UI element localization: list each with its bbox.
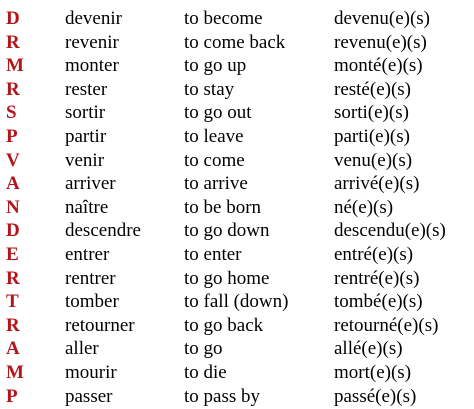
acronym-letter: P (6, 386, 26, 407)
acronym-letter: D (6, 220, 26, 241)
infinitive: retourner (65, 315, 135, 336)
verb-table (0, 8, 474, 409)
table-row (0, 386, 474, 409)
past-participle: passé(e)(s) (334, 386, 416, 407)
table-row (0, 8, 474, 32)
table-row (0, 79, 474, 103)
acronym-letter: N (6, 197, 26, 218)
table-row (0, 173, 474, 197)
past-participle: tombé(e)(s) (334, 291, 423, 312)
acronym-letter: D (6, 8, 26, 29)
acronym-letter: M (6, 362, 26, 383)
english-meaning: to go back (184, 315, 263, 336)
acronym-letter: S (6, 102, 26, 123)
table-row (0, 220, 474, 244)
english-meaning: to go up (184, 55, 246, 76)
past-participle: venu(e)(s) (334, 150, 412, 171)
infinitive: monter (65, 55, 119, 76)
acronym-letter: V (6, 150, 26, 171)
past-participle: entré(e)(s) (334, 244, 413, 265)
past-participle: revenu(e)(s) (334, 32, 427, 53)
infinitive: naître (65, 197, 108, 218)
english-meaning: to arrive (184, 173, 248, 194)
past-participle: resté(e)(s) (334, 79, 411, 100)
english-meaning: to stay (184, 79, 234, 100)
table-row (0, 32, 474, 56)
infinitive: devenir (65, 8, 122, 29)
table-row (0, 291, 474, 315)
table-row (0, 315, 474, 339)
english-meaning: to become (184, 8, 263, 29)
table-row (0, 268, 474, 292)
table-row (0, 338, 474, 362)
acronym-letter: E (6, 244, 26, 265)
english-meaning: to enter (184, 244, 242, 265)
past-participle: parti(e)(s) (334, 126, 410, 147)
infinitive: rentrer (65, 268, 116, 289)
table-row (0, 362, 474, 386)
table-row (0, 102, 474, 126)
english-meaning: to go (184, 338, 223, 359)
english-meaning: to be born (184, 197, 261, 218)
acronym-letter: M (6, 55, 26, 76)
table-row (0, 244, 474, 268)
infinitive: entrer (65, 244, 109, 265)
infinitive: descendre (65, 220, 141, 241)
acronym-letter: R (6, 268, 26, 289)
english-meaning: to go down (184, 220, 270, 241)
past-participle: descendu(e)(s) (334, 220, 446, 241)
acronym-letter: A (6, 173, 26, 194)
english-meaning: to leave (184, 126, 244, 147)
table-row (0, 150, 474, 174)
english-meaning: to come back (184, 32, 285, 53)
past-participle: rentré(e)(s) (334, 268, 419, 289)
past-participle: monté(e)(s) (334, 55, 423, 76)
infinitive: revenir (65, 32, 119, 53)
acronym-letter: P (6, 126, 26, 147)
english-meaning: to pass by (184, 386, 260, 407)
infinitive: rester (65, 79, 107, 100)
past-participle: allé(e)(s) (334, 338, 403, 359)
past-participle: né(e)(s) (334, 197, 393, 218)
table-row (0, 126, 474, 150)
acronym-letter: R (6, 79, 26, 100)
acronym-letter: T (6, 291, 26, 312)
acronym-letter: R (6, 315, 26, 336)
infinitive: tomber (65, 291, 119, 312)
past-participle: arrivé(e)(s) (334, 173, 419, 194)
english-meaning: to go home (184, 268, 270, 289)
past-participle: mort(e)(s) (334, 362, 411, 383)
infinitive: passer (65, 386, 112, 407)
infinitive: venir (65, 150, 104, 171)
table-row (0, 55, 474, 79)
past-participle: sorti(e)(s) (334, 102, 409, 123)
english-meaning: to go out (184, 102, 252, 123)
past-participle: retourné(e)(s) (334, 315, 438, 336)
acronym-letter: A (6, 338, 26, 359)
acronym-letter: R (6, 32, 26, 53)
infinitive: arriver (65, 173, 116, 194)
infinitive: partir (65, 126, 106, 147)
english-meaning: to fall (down) (184, 291, 288, 312)
past-participle: devenu(e)(s) (334, 8, 430, 29)
infinitive: mourir (65, 362, 117, 383)
english-meaning: to die (184, 362, 227, 383)
infinitive: aller (65, 338, 99, 359)
english-meaning: to come (184, 150, 245, 171)
infinitive: sortir (65, 102, 105, 123)
table-row (0, 197, 474, 221)
